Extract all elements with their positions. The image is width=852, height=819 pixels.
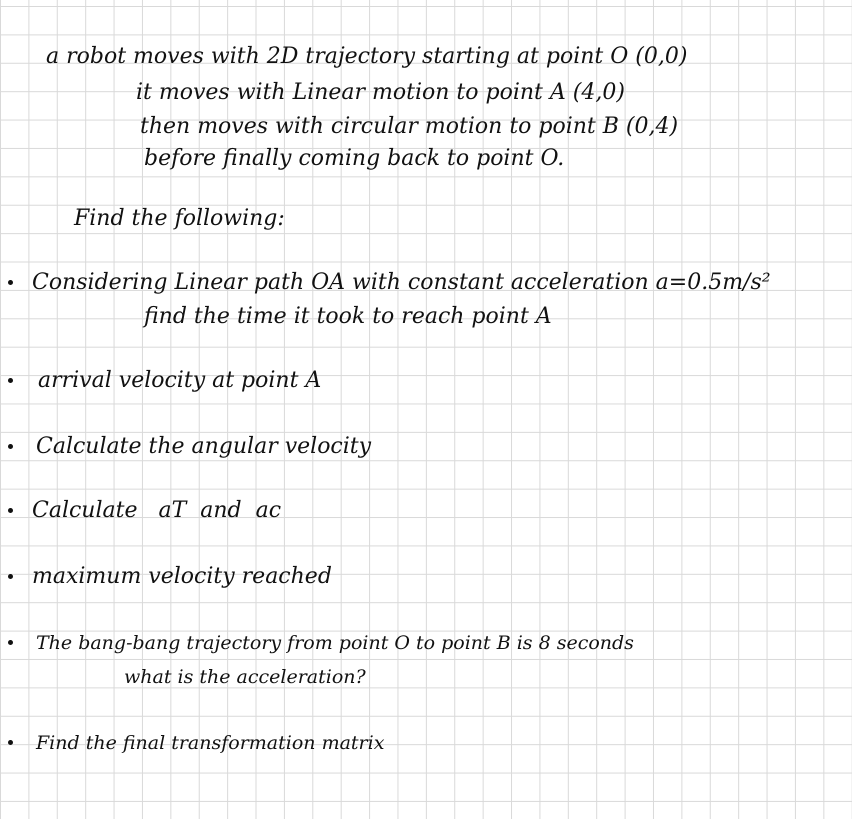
intro-line-1: a robot moves with 2D trajectory starting at point O (0,0) xyxy=(46,44,688,69)
intro-line-4: before finally coming back to point O. xyxy=(144,146,565,171)
question-4: Calculate aT and ac xyxy=(32,498,282,523)
intro-line-3: then moves with circular motion to point B (0,4) xyxy=(140,114,679,139)
question-1-line-1: Considering Linear path OA with constant acceleration a=0.5m/s² xyxy=(32,270,771,295)
bullet xyxy=(8,444,13,449)
question-3: Calculate the angular velocity xyxy=(36,434,372,459)
bullet xyxy=(8,640,13,645)
bullet xyxy=(8,740,13,745)
question-5: maximum velocity reached xyxy=(32,564,332,589)
heading: Find the following: xyxy=(74,206,285,231)
question-2: arrival velocity at point A xyxy=(38,368,322,393)
question-7: Find the final transformation matrix xyxy=(36,732,385,754)
question-6-line-1: The bang-bang trajectory from point O to point B is 8 seconds xyxy=(36,632,634,654)
question-6-line-2: what is the acceleration? xyxy=(124,666,366,688)
question-1-line-2: find the time it took to reach point A xyxy=(144,304,552,329)
intro-line-2: it moves with Linear motion to point A (4,0) xyxy=(136,80,625,105)
bullet xyxy=(8,280,13,285)
bullet xyxy=(8,378,13,383)
bullet xyxy=(8,574,13,579)
bullet xyxy=(8,508,13,513)
